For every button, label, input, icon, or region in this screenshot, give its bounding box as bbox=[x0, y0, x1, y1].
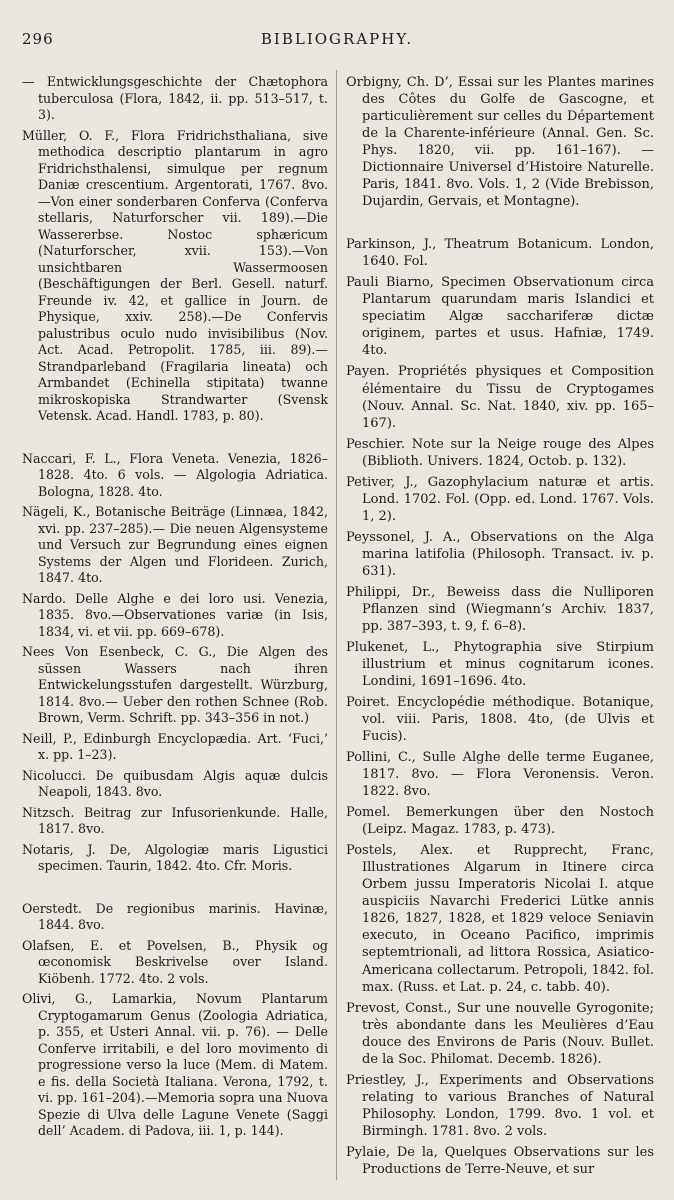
bibliography-entry: Naccari, F. L., Flora Veneta. Venezia, 1826–1828. 4to. 6 vols. — Algologia Adriatica. Bologna, 1828. 4to. bbox=[22, 450, 328, 499]
bibliography-entry: Peschier. Note sur la Neige rouge des Alpes (Biblioth. Univers. 1824, Octob. p. 132). bbox=[346, 436, 654, 469]
bibliography-entry: Payen. Propriétés physiques et Composition élémentaire du Tissu de Cryptogames (Nouv. Annal. Sc. Nat. 1840, xiv. pp. 165–167). bbox=[346, 364, 654, 431]
bibliography-entry: Priestley, J., Experiments and Observations relating to various Branches of Natural Philosophy. London, 1799. 8vo. 1 vol. et Birmingh. 1781. 8vo. 2 vols. bbox=[346, 1072, 654, 1139]
bibliography-entry: Poiret. Encyclopédie méthodique. Botanique, vol. viii. Paris, 1808. 4to, (de Ulvis et Fucis). bbox=[346, 695, 654, 745]
bibliography-entry: Postels, Alex. et Rupprecht, Franc, Illustrationes Algarum in Itinere circa Orbem jussu Imperatoris Nicolai I. atque auspiciis Navarchi Frederici Lütke annis 1826, 1827, 1828, et 1829 veloce Seniavin executo, in Oceano Pacifico, imprimis septemtrionali, ad littora Rossica, Asiatico-Americana collectarum. Petropoli, 1842. fol. max. (Russ. et Lat. p. 24, c. tabb. 40). bbox=[346, 843, 654, 995]
bibliography-entry: Nicolucci. De quibusdam Algis aquæ dulcis Neapoli, 1843. 8vo. bbox=[22, 767, 328, 799]
bibliography-entry: Notaris, J. De, Algologiæ maris Ligustici specimen. Taurin, 1842. 4to. Cfr. Moris. bbox=[22, 841, 328, 873]
bibliography-entry: Pollini, C., Sulle Alghe delle terme Euganee, 1817. 8vo. — Flora Veronensis. Veron. 1822. 8vo. bbox=[346, 750, 654, 800]
bibliography-entry: Prevost, Const., Sur une nouvelle Gyrogonite; très abondante dans les Meulières d’Eau douce des Environs de Paris (Nouv. Bullet. de la Soc. Philomat. Decemb. 1826). bbox=[346, 1000, 654, 1067]
bibliography-entry: Olafsen, E. et Povelsen, B., Physik og œconomisk Beskrivelse over Island. Kiöbenh. 1772. 4to. 2 vols. bbox=[22, 937, 328, 986]
section-gap bbox=[22, 429, 328, 451]
section-gap bbox=[22, 879, 328, 901]
bibliography-entry: Nees Von Esenbeck, C. G., Die Algen des süssen Wassers nach ihren Entwickelungsstufen dargestellt. Würzburg, 1814. 8vo.— Ueber den rothen Schnee (Rob. Brown, Verm. Schrift. pp. 343–356 in not.) bbox=[22, 644, 328, 725]
section-gap bbox=[346, 214, 654, 236]
column-divider bbox=[336, 70, 337, 1180]
bibliography-entry: Peyssonel, J. A., Observations on the Alga marina latifolia (Philosoph. Transact. iv. p. 631). bbox=[346, 529, 654, 579]
left-column bbox=[22, 74, 328, 1144]
bibliography-entry: Nägeli, K., Botanische Beiträge (Linnæa, 1842, xvi. pp. 237–285).— Die neuen Algensysteme und Versuch zur Begrundung eines eignen Systems der Algen und Florideen. Zurich, 1847. 4to. bbox=[22, 504, 328, 585]
page-header bbox=[22, 30, 652, 52]
running-title: BIBLIOGRAPHY. bbox=[260, 30, 414, 48]
bibliography-entry: Nardo. Delle Alghe e dei loro usi. Venezia, 1835. 8vo.—Observationes variæ (in Isis, 1834, vi. et vii. pp. 669–678). bbox=[22, 590, 328, 639]
bibliography-entry: Pylaie, De la, Quelques Observations sur les Productions de Terre-Neuve, et sur bbox=[346, 1144, 654, 1177]
bibliography-entry: Orbigny, Ch. D’, Essai sur les Plantes marines des Côtes du Golfe de Gascogne, et particulièrement sur celles du Département de la Charente-inférieure (Annal. Gen. Sc. Phys. 1820, vii. pp. 161–167). —Dictionnaire Universel d’Histoire Naturelle. Paris, 1841. 8vo. Vols. 1, 2 (Vide Brebisson, Dujardin, Gervais, et Montagne). bbox=[346, 75, 654, 210]
bibliography-entry: Philippi, Dr., Beweiss dass die Nulliporen Pflanzen sind (Wiegmann’s Archiv. 1837, pp. 387–393, t. 9, f. 6–8). bbox=[346, 584, 654, 634]
right-column bbox=[346, 74, 654, 1182]
bibliography-entry: Neill, P., Edinburgh Encyclopædia. Art. ‘Fuci,’ x. pp. 1–23). bbox=[22, 730, 328, 762]
bibliography-entry: Pauli Biarno, Specimen Observationum circa Plantarum quarundam maris Islandici et speciatim Algæ sacchariferæ dictæ originem, partes et usus. Hafniæ, 1749. 4to. bbox=[346, 275, 654, 359]
bibliography-entry: Müller, O. F., Flora Fridrichsthaliana, sive methodica descriptio plantarum in agro Fridrichsthalensi, simulque per regnum Daniæ crescentium. Argentorati, 1767. 8vo.—Von einer sonderbaren Conferva (Conferva stellaris, Naturforscher vii. 189).—Die Wassererbse. Nostoc sphæricum (Naturforscher, xvii. 153).—Von unsichtbaren Wassermoosen (Beschäftigungen der Berl. Gesell. naturf. Freunde iv. 42, et gallice in Journ. de Physique, xxiv. 258).—De Confervis palustribus oculo nudo invisibilibus (Nov. Act. Acad. Petropolit. 1785, iii. 89).—Strandparleband (Fragilaria lineata) och Armbandet (Echinella stipitata) twanne mikroskopiska Strandwarter (Svensk Vetensk. Acad. Handl. 1783, p. 80). bbox=[22, 127, 328, 423]
page-number: 296 bbox=[22, 30, 54, 48]
bibliography-entry: Petiver, J., Gazophylacium naturæ et artis. Lond. 1702. Fol. (Opp. ed. Lond. 1767. Vols. 1, 2). bbox=[346, 474, 654, 524]
bibliography-entry: Oerstedt. De regionibus marinis. Havinæ, 1844. 8vo. bbox=[22, 900, 328, 932]
bibliography-entry: Nitzsch. Beitrag zur Infusorienkunde. Halle, 1817. 8vo. bbox=[22, 804, 328, 836]
bibliography-entry: — Entwicklungsgeschichte der Chætophora tuberculosa (Flora, 1842, ii. pp. 513–517, t. 3). bbox=[22, 74, 328, 122]
bibliography-entry: Olivi, G., Lamarkia, Novum Plantarum Cryptogamarum Genus (Zoologia Adriatica, p. 355, et Usteri Annal. vii. p. 76). — Delle Conferve irritabili, e del loro movimento di progressione verso la luce (Mem. di Matem. e fis. della Società Italiana. Verona, 1792, t. vi. pp. 161–204).—Memoria sopra una Nuova Spezie di Ulva delle Lagune Venete (Saggi dell’ Academ. di Padova, iii. 1, p. 144). bbox=[22, 991, 328, 1138]
bibliography-entry: Plukenet, L., Phytographia sive Stirpium illustrium et minus cognitarum icones. Londini, 1691–1696. 4to. bbox=[346, 639, 654, 689]
bibliography-entry: Pomel. Bemerkungen über den Nostoch (Leipz. Magaz. 1783, p. 473). bbox=[346, 805, 654, 838]
bibliography-entry: Parkinson, J., Theatrum Botanicum. London, 1640. Fol. bbox=[346, 237, 654, 270]
